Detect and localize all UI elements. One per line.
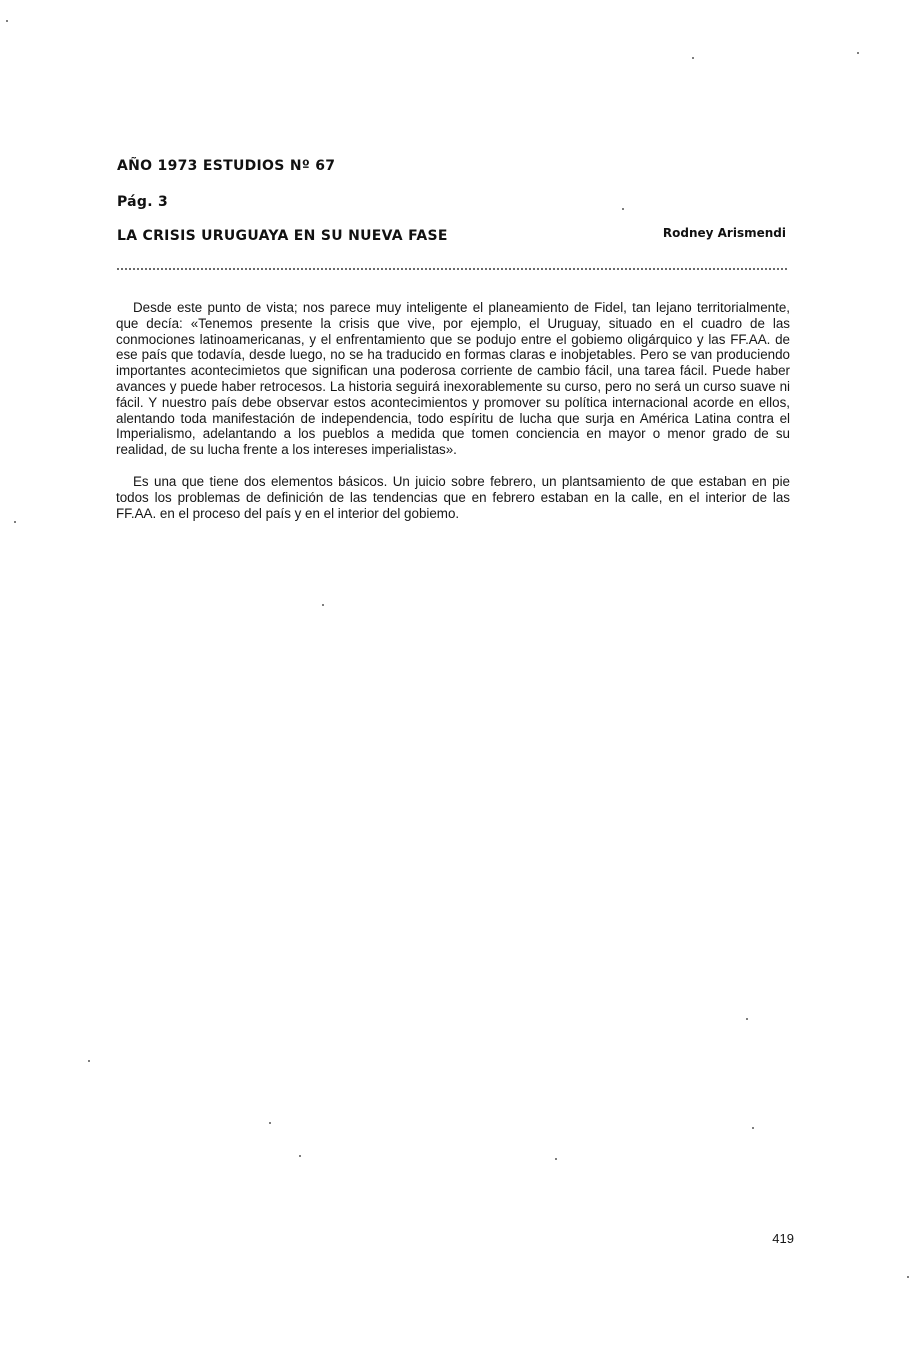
page-number: 419 (772, 1231, 794, 1246)
scan-speck (269, 1122, 271, 1124)
body-paragraph-2: Es una que tiene dos elementos básicos. Un juicio sobre febrero, un plantsamiento de que estaban en pie todos los problemas de definición de las tendencias que en febrero estaban en la calle, en el interior de las FF.AA. en el proceso del país y en el interior del gobiemo. (116, 473, 790, 521)
scan-speck (555, 1158, 557, 1160)
scan-speck (14, 521, 16, 523)
body-paragraph-1: Desde este punto de vista; nos parece muy inteligente el planeamiento de Fidel, tan lejano territorialmente, que decía: «Tenemos presente la crisis que vive, por ejemplo, el Uruguay, situado en el cuadro de las conmociones latinoamericanas, y el enfrentamiento que se podujo entre el gobiemo oligárquico y las FF.AA. de ese país que todavía, desde luego, no se ha traducido en formas claras e inobjetables. Pero se van produciendo importantes acontecimietos que significan una poderosa corriente de cambio fácil, una tarea fácil. Puede haber avances y puede haber retrocesos. La historia seguirá inexorablemente su curso, pero no será un curso suave ni fácil. Y nuestro país debe observar estos acontecimientos y promover su política internacional acorde en ellos, alentando toda manifestación de independencia, todo espíritu de lucha que surja en América Latina contra el Imperialismo, adelantando a los pueblos a medida que tomen conciencia en mayor o menor grado de su realidad, de su lucha frente a los intereses imperialistas». (116, 300, 790, 458)
scan-speck (299, 1155, 301, 1157)
scan-speck (88, 1060, 90, 1062)
scan-speck (6, 20, 8, 22)
scan-speck (907, 1276, 909, 1278)
article-body (116, 300, 790, 537)
scan-speck (752, 1127, 754, 1129)
scan-speck (857, 52, 859, 54)
dotted-separator (117, 268, 787, 270)
article-author: Rodney Arismendi (662, 226, 786, 240)
page-reference: Pág. 3 (117, 194, 169, 210)
issue-header: AÑO 1973 ESTUDIOS Nº 67 (117, 158, 336, 174)
scan-speck (692, 57, 694, 59)
scan-speck (746, 1018, 748, 1020)
scan-speck (622, 208, 624, 210)
scan-speck (322, 604, 324, 606)
article-title: LA CRISIS URUGUAYA EN SU NUEVA FASE (117, 228, 448, 244)
